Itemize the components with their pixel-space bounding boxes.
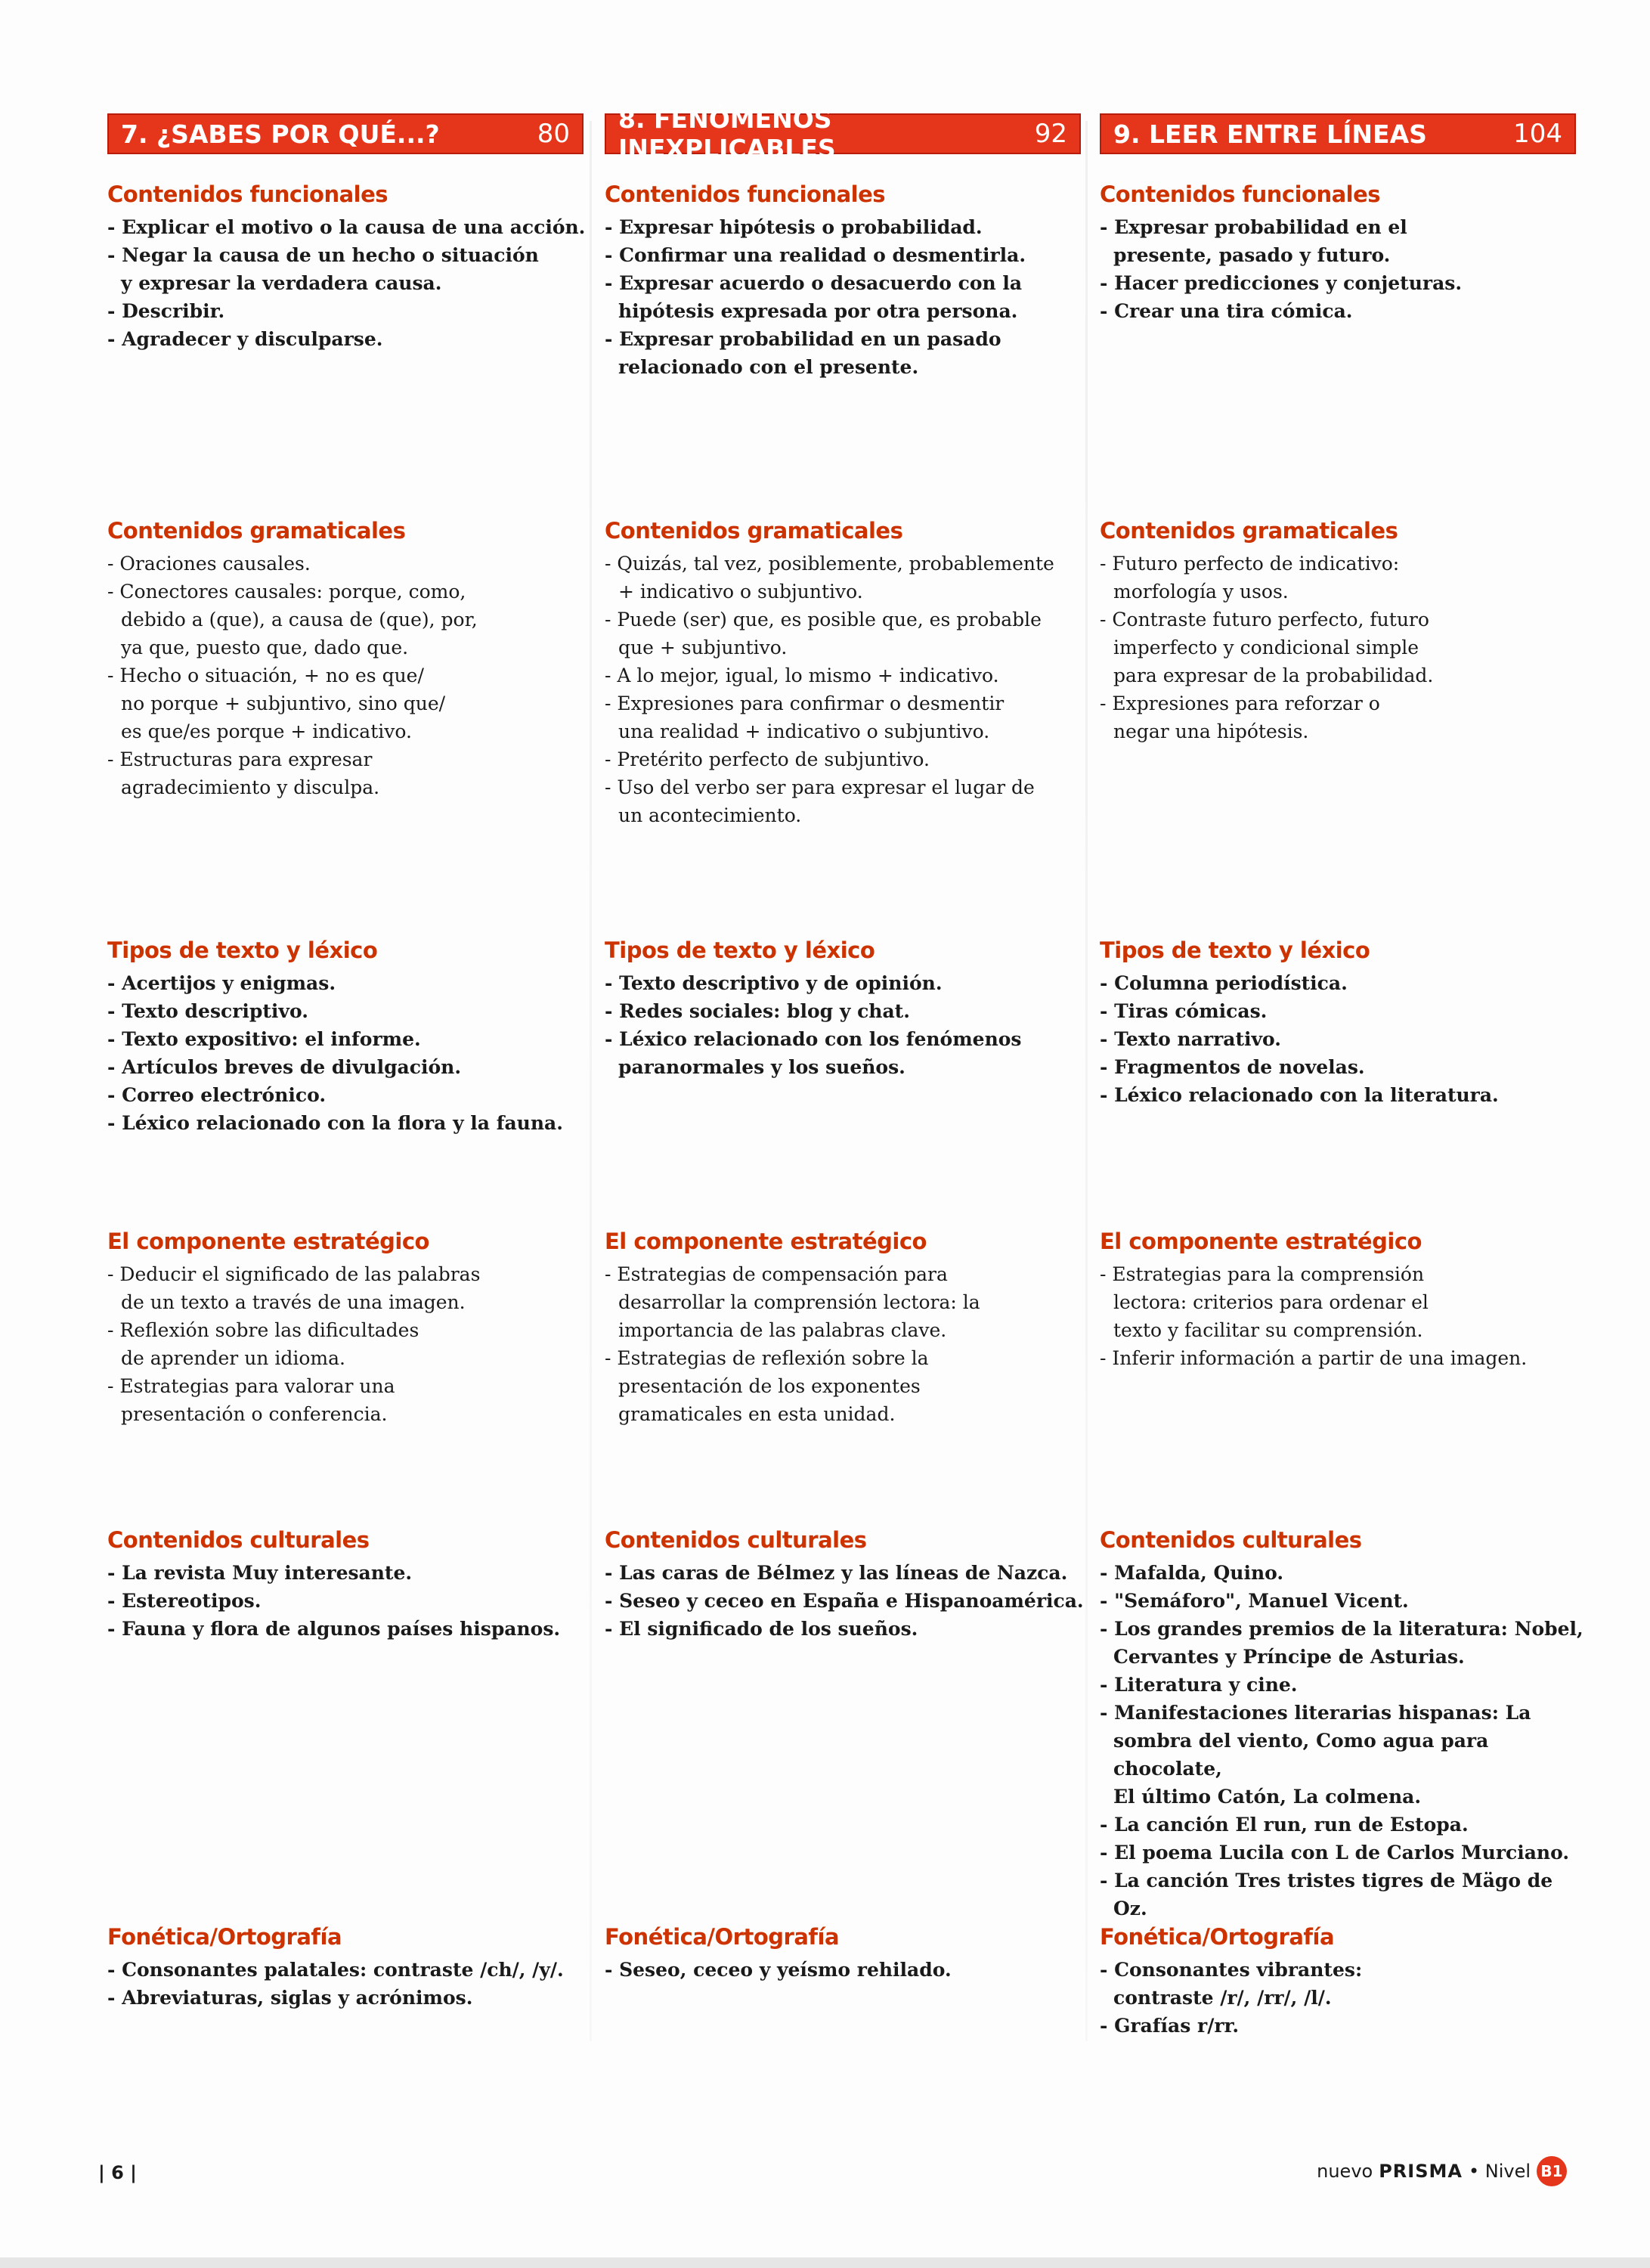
list-item: - Literatura y cine.	[1100, 1674, 1298, 1696]
list-item: - Fragmentos de novelas.	[1100, 1056, 1365, 1078]
list-item: - Las caras de Bélmez y las líneas de Nazca.	[605, 1562, 1068, 1584]
section-title: El componente estratégico	[605, 1228, 927, 1254]
list-item: - Seseo, ceceo y yeísmo rehilado.	[605, 1959, 952, 1981]
list-item: - Texto descriptivo.	[107, 1000, 308, 1022]
section-title: Contenidos culturales	[107, 1527, 370, 1553]
list-item: - Texto narrativo.	[1100, 1028, 1281, 1050]
column-separator	[1085, 121, 1088, 2041]
list-item: - Conectores causales: porque, como, debido a (que), a causa de (que), por, ya que, puesto que, dado que.	[107, 581, 478, 658]
unit-header[interactable]	[1100, 113, 1576, 154]
section-gramaticales	[605, 518, 1088, 829]
list-item: - Grafías r/rr.	[1100, 2015, 1240, 2037]
list-item: - Seseo y ceceo en España e Hispanoamérica.	[605, 1590, 1084, 1612]
list-item: - Acertijos y enigmas.	[107, 972, 336, 994]
unit-title: 8. FENÓMENOS INEXPLICABLES	[618, 104, 836, 163]
footer-brand	[1317, 2156, 1567, 2186]
list-item: - Crear una tira cómica.	[1100, 300, 1353, 322]
list-item: - Expresiones para confirmar o desmentir una realidad + indicativo o subjuntivo.	[605, 692, 1005, 742]
list-item: - Explicar el motivo o la causa de una acción.	[107, 216, 586, 238]
list-item: - Puede (ser) que, es posible que, es probable que + subjuntivo.	[605, 609, 1042, 658]
section-title: Tipos de texto y léxico	[605, 937, 875, 963]
section-funcionales	[107, 181, 591, 353]
list-item: - El poema Lucila con L de Carlos Murciano.	[1100, 1842, 1570, 1864]
list-item: - Consonantes vibrantes: contraste /r/, /rr/, /l/.	[1100, 1959, 1363, 2009]
list-item: - Fauna y flora de algunos países hispanos.	[107, 1618, 561, 1640]
brand-name: PRISMA	[1379, 2161, 1463, 2182]
section-texto-lexico	[605, 937, 1088, 1081]
list-item: - La canción Tres tristes tigres de Mägo de Oz.	[1100, 1870, 1553, 1919]
list-item: - Expresar probabilidad en el presente, pasado y futuro.	[1100, 216, 1407, 266]
list-item: - Texto descriptivo y de opinión.	[605, 972, 943, 994]
list-item: - Expresar hipótesis o probabilidad.	[605, 216, 983, 238]
list-item: - A lo mejor, igual, lo mismo + indicativo.	[605, 665, 999, 686]
list-item: - Texto expositivo: el informe.	[107, 1028, 421, 1050]
unit-page-number: 104	[1513, 119, 1562, 149]
list-item: - Redes sociales: blog y chat.	[605, 1000, 910, 1022]
unit-column-8	[605, 104, 1084, 2049]
list-item: - Estereotipos.	[107, 1590, 262, 1612]
footer-page-number: | 6 |	[98, 2162, 137, 2183]
unit-column-9	[1100, 113, 1583, 2049]
section-title: Contenidos culturales	[605, 1527, 867, 1553]
unit-page-number: 92	[1034, 119, 1067, 149]
unit-column-7	[107, 113, 584, 2049]
list-item: - Manifestaciones literarias hispanas: La sombra del viento, Como agua para chocolate, El último Catón, La colmena.	[1100, 1702, 1531, 1808]
section-title: Fonética/Ortografía	[107, 1924, 342, 1950]
list-item: - Estrategias para valorar una presentación o conferencia.	[107, 1375, 395, 1425]
section-funcionales	[1100, 181, 1583, 325]
list-item: - Correo electrónico.	[107, 1084, 327, 1106]
section-title: Contenidos culturales	[1100, 1527, 1362, 1553]
list-item: - La revista Muy interesante.	[107, 1562, 413, 1584]
list-item: - Estructuras para expresar agradecimiento y disculpa.	[107, 748, 380, 798]
list-item: - Consonantes palatales: contraste /ch/, /y/.	[107, 1959, 564, 1981]
list-item: - Deducir el significado de las palabras de un texto a través de una imagen.	[107, 1263, 481, 1313]
list-item: - Inferir información a partir de una imagen.	[1100, 1347, 1528, 1369]
list-item: - Expresar acuerdo o desacuerdo con la hipótesis expresada por otra persona.	[605, 272, 1023, 322]
unit-header[interactable]	[107, 113, 584, 154]
list-item: - Expresar probabilidad en un pasado relacionado con el presente.	[605, 328, 1001, 378]
section-gramaticales	[1100, 518, 1583, 745]
section-estrategico	[1100, 1228, 1583, 1372]
brand-prefix: nuevo	[1317, 2161, 1373, 2182]
section-texto-lexico	[107, 937, 591, 1137]
section-title: Fonética/Ortografía	[605, 1924, 840, 1950]
section-title: Contenidos funcionales	[605, 181, 886, 207]
list-item: - Reflexión sobre las dificultades de aprender un idioma.	[107, 1319, 419, 1369]
level-label: • Nivel	[1468, 2161, 1531, 2182]
list-item: - Hacer predicciones y conjeturas.	[1100, 272, 1463, 294]
page-bottom-edge	[0, 2257, 1650, 2268]
list-item: - Estrategias para la comprensión lectora: criterios para ordenar el texto y facilitar su comprensión.	[1100, 1263, 1429, 1341]
section-title: Contenidos gramaticales	[107, 518, 406, 544]
list-item: - Léxico relacionado con los fenómenos paranormales y los sueños.	[605, 1028, 1022, 1078]
section-title: Tipos de texto y léxico	[107, 937, 378, 963]
unit-title: 9. LEER ENTRE LÍNEAS	[1113, 119, 1427, 149]
section-title: Contenidos funcionales	[107, 181, 389, 207]
section-title: Contenidos funcionales	[1100, 181, 1381, 207]
list-item: - Describir.	[107, 300, 225, 322]
list-item: - Pretérito perfecto de subjuntivo.	[605, 748, 930, 770]
list-item: - Léxico relacionado con la literatura.	[1100, 1084, 1499, 1106]
list-item: - Quizás, tal vez, posiblemente, probablemente + indicativo o subjuntivo.	[605, 553, 1054, 603]
section-culturales	[605, 1527, 1088, 1643]
section-fonetica	[1100, 1924, 1583, 2040]
list-item: - Agradecer y disculparse.	[107, 328, 383, 350]
unit-title: 7. ¿SABES POR QUÉ...?	[121, 119, 440, 149]
section-title: El componente estratégico	[1100, 1228, 1422, 1254]
list-item: - Estrategias de compensación para desarrollar la comprensión lectora: la importancia de las palabras clave.	[605, 1263, 980, 1341]
section-gramaticales	[107, 518, 591, 801]
list-item: - Estrategias de reflexión sobre la presentación de los exponentes gramaticales en esta unidad.	[605, 1347, 929, 1425]
list-item: - Léxico relacionado con la flora y la fauna.	[107, 1112, 563, 1134]
section-fonetica	[605, 1924, 1088, 1984]
section-culturales	[107, 1527, 591, 1643]
list-item: - Negar la causa de un hecho o situación y expresar la verdadera causa.	[107, 244, 539, 294]
list-item: - La canción El run, run de Estopa.	[1100, 1814, 1469, 1836]
list-item: - Expresiones para reforzar o negar una hipótesis.	[1100, 692, 1380, 742]
list-item: - Uso del verbo ser para expresar el lugar de un acontecimiento.	[605, 776, 1035, 826]
list-item: - Futuro perfecto de indicativo: morfología y usos.	[1100, 553, 1400, 603]
list-item: - Hecho o situación, + no es que/ no porque + subjuntivo, sino que/ es que/es porque + indicativo.	[107, 665, 446, 742]
section-title: Contenidos gramaticales	[605, 518, 903, 544]
level-badge: B1	[1537, 2156, 1567, 2186]
list-item: - El significado de los sueños.	[605, 1618, 918, 1640]
unit-page-number: 80	[537, 119, 570, 149]
section-title: Fonética/Ortografía	[1100, 1924, 1335, 1950]
section-title: El componente estratégico	[107, 1228, 429, 1254]
list-item: - Confirmar una realidad o desmentirla.	[605, 244, 1026, 266]
list-item: - Abreviaturas, siglas y acrónimos.	[107, 1987, 473, 2009]
list-item: - Artículos breves de divulgación.	[107, 1056, 462, 1078]
section-texto-lexico	[1100, 937, 1583, 1109]
section-fonetica	[107, 1924, 591, 2012]
section-title: Contenidos gramaticales	[1100, 518, 1398, 544]
section-funcionales	[605, 181, 1088, 381]
list-item: - Tiras cómicas.	[1100, 1000, 1268, 1022]
list-item: - Columna periodística.	[1100, 972, 1348, 994]
list-item: - Oraciones causales.	[107, 553, 311, 575]
section-culturales	[1100, 1527, 1583, 1923]
section-estrategico	[605, 1228, 1088, 1428]
list-item: - Los grandes premios de la literatura: Nobel, Cervantes y Príncipe de Asturias.	[1100, 1618, 1583, 1668]
list-item: - Mafalda, Quino.	[1100, 1562, 1284, 1584]
list-item: - "Semáforo", Manuel Vicent.	[1100, 1590, 1409, 1612]
section-estrategico	[107, 1228, 591, 1428]
list-item: - Contraste futuro perfecto, futuro imperfecto y condicional simple para expresar de la probabilidad.	[1100, 609, 1434, 686]
section-title: Tipos de texto y léxico	[1100, 937, 1370, 963]
unit-header[interactable]	[605, 104, 1081, 163]
